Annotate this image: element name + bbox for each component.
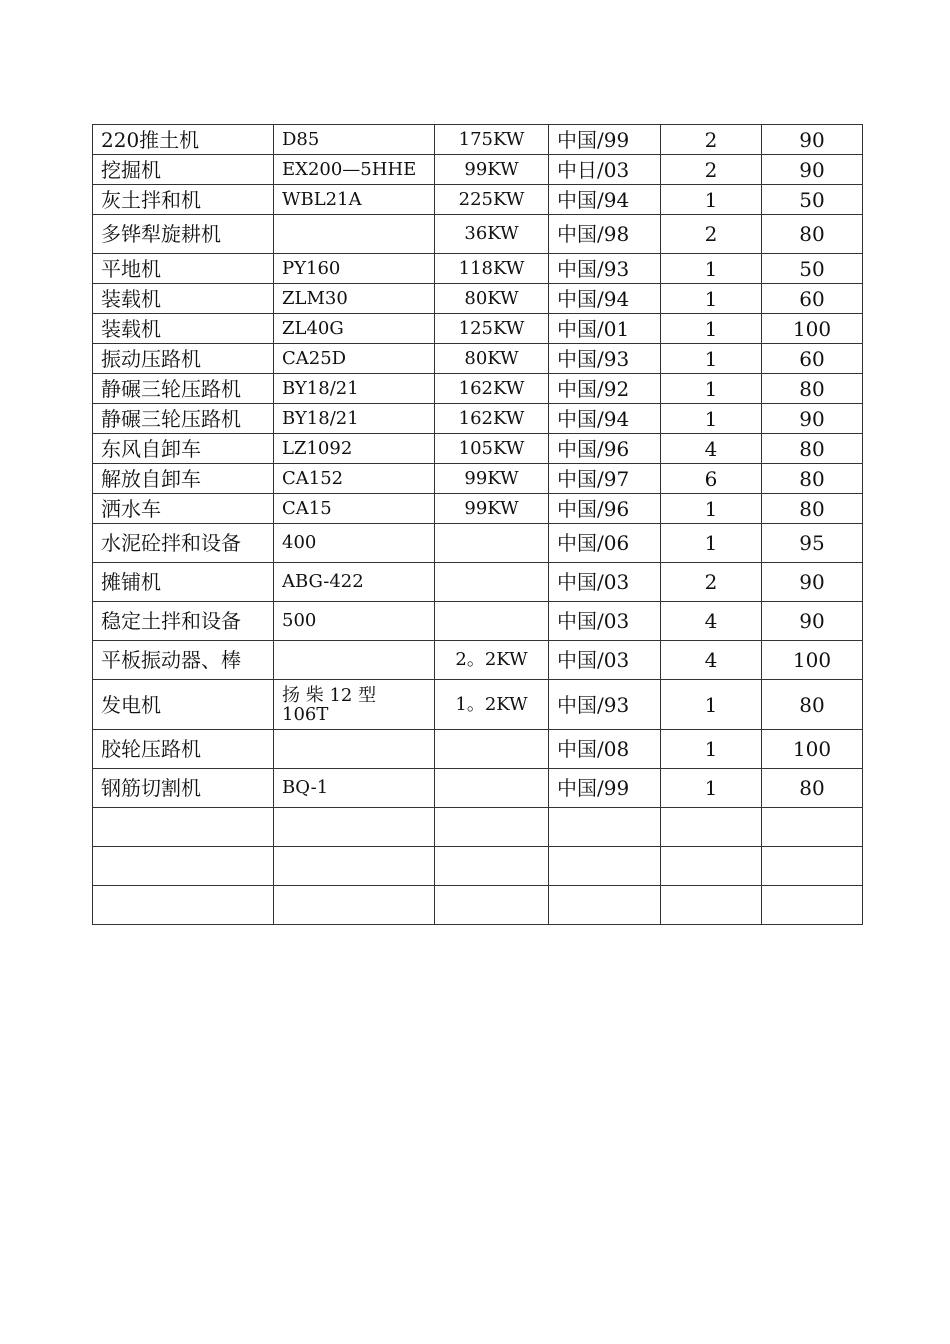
cell-power: 99KW xyxy=(435,494,549,524)
cell-origin-year: 中国/93 xyxy=(549,344,661,374)
empty-cell xyxy=(93,847,274,886)
cell-quantity: 1 xyxy=(661,680,762,730)
table-row xyxy=(93,344,863,374)
cell-power: 162KW xyxy=(435,404,549,434)
empty-cell xyxy=(549,886,661,925)
cell-origin-year: 中国/03 xyxy=(549,641,661,680)
cell-power: 118KW xyxy=(435,254,549,284)
cell-condition: 90 xyxy=(762,404,863,434)
cell-model: PY160 xyxy=(274,254,435,284)
cell-quantity: 1 xyxy=(661,374,762,404)
table-row xyxy=(93,494,863,524)
cell-quantity: 4 xyxy=(661,434,762,464)
empty-cell xyxy=(93,886,274,925)
cell-model: D85 xyxy=(274,125,435,155)
table-row xyxy=(93,374,863,404)
cell-condition: 50 xyxy=(762,185,863,215)
table-row xyxy=(93,602,863,641)
cell-power: 99KW xyxy=(435,464,549,494)
cell-power xyxy=(435,524,549,563)
empty-cell xyxy=(661,847,762,886)
empty-cell xyxy=(661,886,762,925)
empty-cell xyxy=(762,808,863,847)
cell-equipment-name: 水泥砼拌和设备 xyxy=(93,524,274,563)
cell-origin-year: 中国/93 xyxy=(549,680,661,730)
table-row xyxy=(93,284,863,314)
cell-equipment-name: 解放自卸车 xyxy=(93,464,274,494)
table-row xyxy=(93,215,863,254)
cell-condition: 90 xyxy=(762,155,863,185)
table-row xyxy=(93,434,863,464)
empty-cell xyxy=(435,886,549,925)
empty-cell xyxy=(93,808,274,847)
empty-cell xyxy=(549,847,661,886)
cell-origin-year: 中国/97 xyxy=(549,464,661,494)
cell-model: BY18/21 xyxy=(274,374,435,404)
empty-cell xyxy=(435,808,549,847)
cell-condition: 80 xyxy=(762,680,863,730)
table-row xyxy=(93,185,863,215)
cell-quantity: 1 xyxy=(661,730,762,769)
table-row xyxy=(93,641,863,680)
cell-quantity: 2 xyxy=(661,215,762,254)
cell-quantity: 1 xyxy=(661,524,762,563)
table-row xyxy=(93,404,863,434)
table-row xyxy=(93,155,863,185)
cell-power: 175KW xyxy=(435,125,549,155)
cell-origin-year: 中国/03 xyxy=(549,602,661,641)
cell-origin-year: 中国/92 xyxy=(549,374,661,404)
cell-origin-year: 中国/08 xyxy=(549,730,661,769)
cell-origin-year: 中国/99 xyxy=(549,125,661,155)
cell-equipment-name: 振动压路机 xyxy=(93,344,274,374)
empty-table-row xyxy=(93,808,863,847)
cell-quantity: 6 xyxy=(661,464,762,494)
cell-quantity: 1 xyxy=(661,254,762,284)
cell-condition: 50 xyxy=(762,254,863,284)
equipment-table xyxy=(92,124,863,925)
cell-model: ZL40G xyxy=(274,314,435,344)
cell-power: 80KW xyxy=(435,284,549,314)
table-row xyxy=(93,680,863,730)
cell-equipment-name: 洒水车 xyxy=(93,494,274,524)
cell-model: 500 xyxy=(274,602,435,641)
cell-origin-year: 中国/98 xyxy=(549,215,661,254)
cell-condition: 80 xyxy=(762,494,863,524)
cell-quantity: 4 xyxy=(661,641,762,680)
table-row xyxy=(93,524,863,563)
cell-condition: 60 xyxy=(762,344,863,374)
cell-power xyxy=(435,769,549,808)
cell-origin-year: 中国/94 xyxy=(549,404,661,434)
cell-quantity: 1 xyxy=(661,769,762,808)
cell-model: EX200—5HHE xyxy=(274,155,435,185)
cell-equipment-name: 稳定土拌和设备 xyxy=(93,602,274,641)
cell-quantity: 1 xyxy=(661,404,762,434)
cell-condition: 90 xyxy=(762,125,863,155)
cell-equipment-name: 灰土拌和机 xyxy=(93,185,274,215)
cell-origin-year: 中国/94 xyxy=(549,185,661,215)
empty-table-row xyxy=(93,847,863,886)
cell-power: 1。2KW xyxy=(435,680,549,730)
cell-quantity: 1 xyxy=(661,314,762,344)
cell-condition: 80 xyxy=(762,215,863,254)
table-row xyxy=(93,464,863,494)
cell-origin-year: 中日/03 xyxy=(549,155,661,185)
table-row xyxy=(93,314,863,344)
cell-equipment-name: 东风自卸车 xyxy=(93,434,274,464)
cell-condition: 90 xyxy=(762,602,863,641)
empty-cell xyxy=(762,847,863,886)
empty-cell xyxy=(274,886,435,925)
cell-condition: 80 xyxy=(762,464,863,494)
cell-power xyxy=(435,563,549,602)
cell-origin-year: 中国/99 xyxy=(549,769,661,808)
cell-model: BQ-1 xyxy=(274,769,435,808)
cell-condition: 100 xyxy=(762,730,863,769)
cell-equipment-name: 多铧犁旋耕机 xyxy=(93,215,274,254)
cell-origin-year: 中国/96 xyxy=(549,434,661,464)
cell-equipment-name: 平板振动器、棒 xyxy=(93,641,274,680)
empty-cell xyxy=(274,808,435,847)
cell-power: 2。2KW xyxy=(435,641,549,680)
cell-quantity: 2 xyxy=(661,563,762,602)
cell-equipment-name: 220推土机 xyxy=(93,125,274,155)
cell-equipment-name: 挖掘机 xyxy=(93,155,274,185)
cell-quantity: 4 xyxy=(661,602,762,641)
table-body xyxy=(93,125,863,925)
cell-model: ABG-422 xyxy=(274,563,435,602)
cell-equipment-name: 钢筋切割机 xyxy=(93,769,274,808)
cell-origin-year: 中国/06 xyxy=(549,524,661,563)
cell-quantity: 1 xyxy=(661,185,762,215)
cell-quantity: 1 xyxy=(661,284,762,314)
cell-equipment-name: 装载机 xyxy=(93,314,274,344)
cell-model: LZ1092 xyxy=(274,434,435,464)
cell-equipment-name: 平地机 xyxy=(93,254,274,284)
cell-quantity: 1 xyxy=(661,344,762,374)
cell-power: 36KW xyxy=(435,215,549,254)
cell-power: 225KW xyxy=(435,185,549,215)
cell-power xyxy=(435,602,549,641)
cell-model: CA25D xyxy=(274,344,435,374)
cell-equipment-name: 发电机 xyxy=(93,680,274,730)
cell-power: 99KW xyxy=(435,155,549,185)
cell-model: BY18/21 xyxy=(274,404,435,434)
cell-origin-year: 中国/01 xyxy=(549,314,661,344)
table-row xyxy=(93,254,863,284)
cell-model: ZLM30 xyxy=(274,284,435,314)
cell-quantity: 1 xyxy=(661,494,762,524)
cell-condition: 80 xyxy=(762,374,863,404)
cell-origin-year: 中国/94 xyxy=(549,284,661,314)
cell-power: 105KW xyxy=(435,434,549,464)
cell-model: CA152 xyxy=(274,464,435,494)
cell-model: 扬 柴 12 型 106T xyxy=(274,680,435,730)
table-row xyxy=(93,769,863,808)
cell-equipment-name: 静碾三轮压路机 xyxy=(93,374,274,404)
table-row xyxy=(93,730,863,769)
cell-equipment-name: 胶轮压路机 xyxy=(93,730,274,769)
empty-cell xyxy=(435,847,549,886)
empty-cell xyxy=(549,808,661,847)
cell-condition: 80 xyxy=(762,434,863,464)
empty-cell xyxy=(762,886,863,925)
cell-origin-year: 中国/96 xyxy=(549,494,661,524)
cell-power: 162KW xyxy=(435,374,549,404)
cell-equipment-name: 装载机 xyxy=(93,284,274,314)
cell-condition: 95 xyxy=(762,524,863,563)
cell-power: 80KW xyxy=(435,344,549,374)
cell-origin-year: 中国/93 xyxy=(549,254,661,284)
cell-equipment-name: 摊铺机 xyxy=(93,563,274,602)
cell-quantity: 2 xyxy=(661,125,762,155)
cell-model: WBL21A xyxy=(274,185,435,215)
cell-model xyxy=(274,215,435,254)
empty-cell xyxy=(661,808,762,847)
cell-model: CA15 xyxy=(274,494,435,524)
cell-quantity: 2 xyxy=(661,155,762,185)
cell-condition: 100 xyxy=(762,641,863,680)
table-row xyxy=(93,563,863,602)
cell-model: 400 xyxy=(274,524,435,563)
empty-cell xyxy=(274,847,435,886)
table-row xyxy=(93,125,863,155)
cell-model xyxy=(274,730,435,769)
cell-condition: 80 xyxy=(762,769,863,808)
empty-table-row xyxy=(93,886,863,925)
cell-model xyxy=(274,641,435,680)
cell-condition: 90 xyxy=(762,563,863,602)
cell-origin-year: 中国/03 xyxy=(549,563,661,602)
cell-power xyxy=(435,730,549,769)
cell-power: 125KW xyxy=(435,314,549,344)
cell-condition: 100 xyxy=(762,314,863,344)
cell-equipment-name: 静碾三轮压路机 xyxy=(93,404,274,434)
cell-condition: 60 xyxy=(762,284,863,314)
